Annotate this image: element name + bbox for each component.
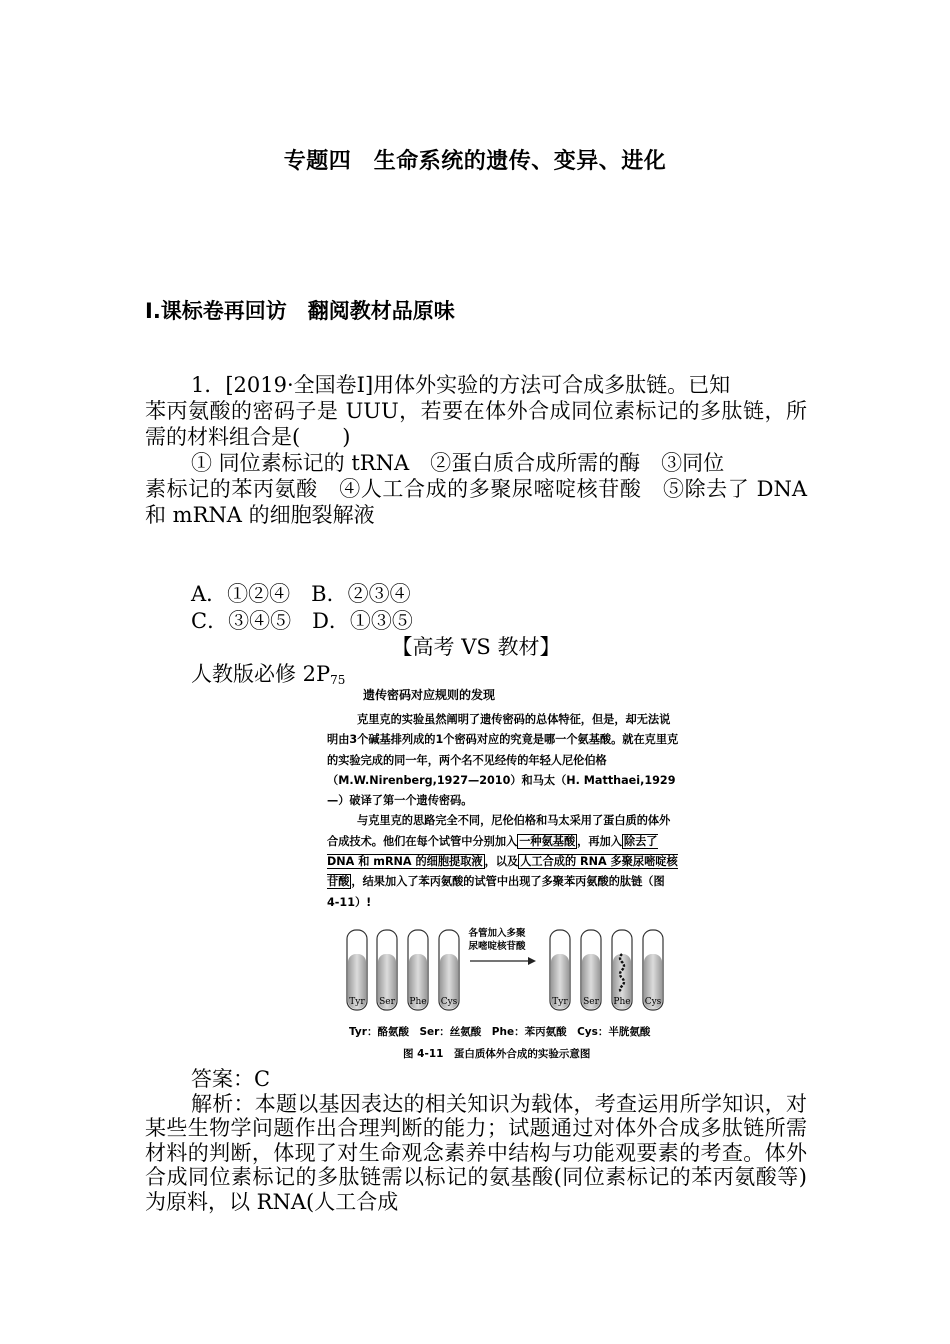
left-tube-4: [439, 930, 459, 1010]
right-tube-2-label: Ser: [583, 997, 599, 1007]
answer-line: 答案：C: [191, 1067, 271, 1091]
right-tube-3: [612, 930, 632, 1010]
left-tube-group: [347, 930, 459, 1010]
question-stem: [145, 372, 807, 528]
question-stem-rest: 苯丙氨酸的密码子是 UUU，若要在体外合成同位素标记的多肽链，所需的材料组合是( ): [145, 399, 807, 449]
section-heading: Ⅰ.课标卷再回访 翻阅教材品原味: [145, 299, 455, 323]
left-tube-2-label: Ser: [379, 997, 395, 1007]
right-tube-1-label: Tyr: [552, 997, 568, 1007]
vs-heading: 【高考 VS 教材】: [391, 635, 561, 659]
option-row-1: A．①②④ B．②③④: [191, 582, 411, 606]
right-tube-1: [550, 930, 570, 1010]
figure-paragraph-2: [327, 811, 679, 912]
figure-p2-c: ，以及: [484, 855, 519, 869]
arrow-head-icon: [528, 957, 536, 965]
left-tube-3-label: Phe: [409, 997, 427, 1007]
question-items-line1: ① 同位素标记的 tRNA ②蛋白质合成所需的酶 ③同位: [191, 451, 725, 475]
left-tube-2: [377, 930, 397, 1010]
figure-p2-d: ，结果加入了苯丙氨酸的试管中出现了多聚苯丙氨酸的肽链（图 4-11）!: [327, 875, 665, 909]
arrow-label-2: 尿嘧啶核苷酸: [468, 941, 526, 952]
left-tube-4-label: Cys: [440, 997, 458, 1007]
question-stem-line1: 1．[2019·全国卷Ⅰ]用体外实验的方法可合成多肽链。已知: [191, 373, 731, 397]
textbook-reference: [191, 661, 345, 693]
figure-p2-box3: 人工合成的 RNA 多聚尿嘧啶核苷酸: [327, 855, 678, 889]
arrow-label-1: 各管加入多聚: [468, 928, 526, 939]
textbook-figure: [325, 686, 680, 1062]
figure-p2-box2: 除去了DNA 和 mRNA 的细胞提取液: [327, 834, 658, 869]
left-tube-3: [408, 930, 428, 1010]
right-tube-3-label: Phe: [613, 997, 631, 1007]
analysis-text: 解析：本题以基因表达的相关知识为载体，考查运用所学知识，对某些生物学问题作出合理判断的能力；试题通过对体外合成多肽链所需材料的判断，体现了对生命观念素养中结构与功能观要素的考查。体外合成同位素标记的多肽链需以标记的氨基酸(同位素标记的苯丙氨酸等)为原料，以 RNA(人工合成: [145, 1091, 807, 1214]
right-tube-4-label: Cys: [644, 997, 662, 1007]
figure-p2-box1: 一种氨基酸: [519, 834, 576, 848]
figure-caption: 图 4-11 蛋白质体外合成的实验示意图: [403, 1048, 591, 1060]
question-items-rest: 素标记的苯丙氨酸 ④人工合成的多聚尿嘧啶核苷酸 ⑤除去了 DNA 和 mRNA 的细胞裂解液: [145, 477, 807, 527]
test-tube-diagram: [325, 924, 680, 1020]
page-title: 专题四 生命系统的遗传、变异、进化: [283, 149, 667, 174]
textbook-reference-text: 人教版必修 2P: [191, 662, 331, 686]
figure-legend: Tyr：酪氨酸 Ser：丝氨酸 Phe：苯丙氨酸 Cys：半胱氨酸: [349, 1026, 651, 1038]
answer-analysis: [145, 1067, 807, 1214]
left-tube-1-label: Tyr: [349, 997, 365, 1007]
textbook-reference-page: 75: [330, 673, 346, 687]
figure-text: [327, 710, 679, 913]
figure-title: 遗传密码对应规则的发现: [363, 688, 496, 702]
arrow-annotation: [467, 927, 536, 965]
figure-paragraph-1: 克里克的实验虽然阐明了遗传密码的总体特征，但是，却无法说明由3个碱基排列成的1个密码对应的究竟是哪一个氨基酸。就在克里克的实验完成的同一年，两个名不见经传的年轻人尼伦伯格（M.W.Nirenberg,1927—2010）和马太（H. Matthaei,1929—）破译了第一个遗传密码。: [327, 713, 679, 808]
figure-p2-a: 与克里克的思路完全不同，尼伦伯格和马太采用了蛋白质的体外合成技术。他们在每个试管中分别加入: [327, 814, 671, 848]
option-row-2: C．③④⑤ D．①③⑤: [191, 609, 413, 633]
right-tube-4: [643, 930, 663, 1010]
right-tube-2: [581, 930, 601, 1010]
right-tube-group: [550, 930, 663, 1010]
figure-p2-b: ，再加入: [577, 834, 622, 848]
left-tube-1: [347, 930, 367, 1010]
